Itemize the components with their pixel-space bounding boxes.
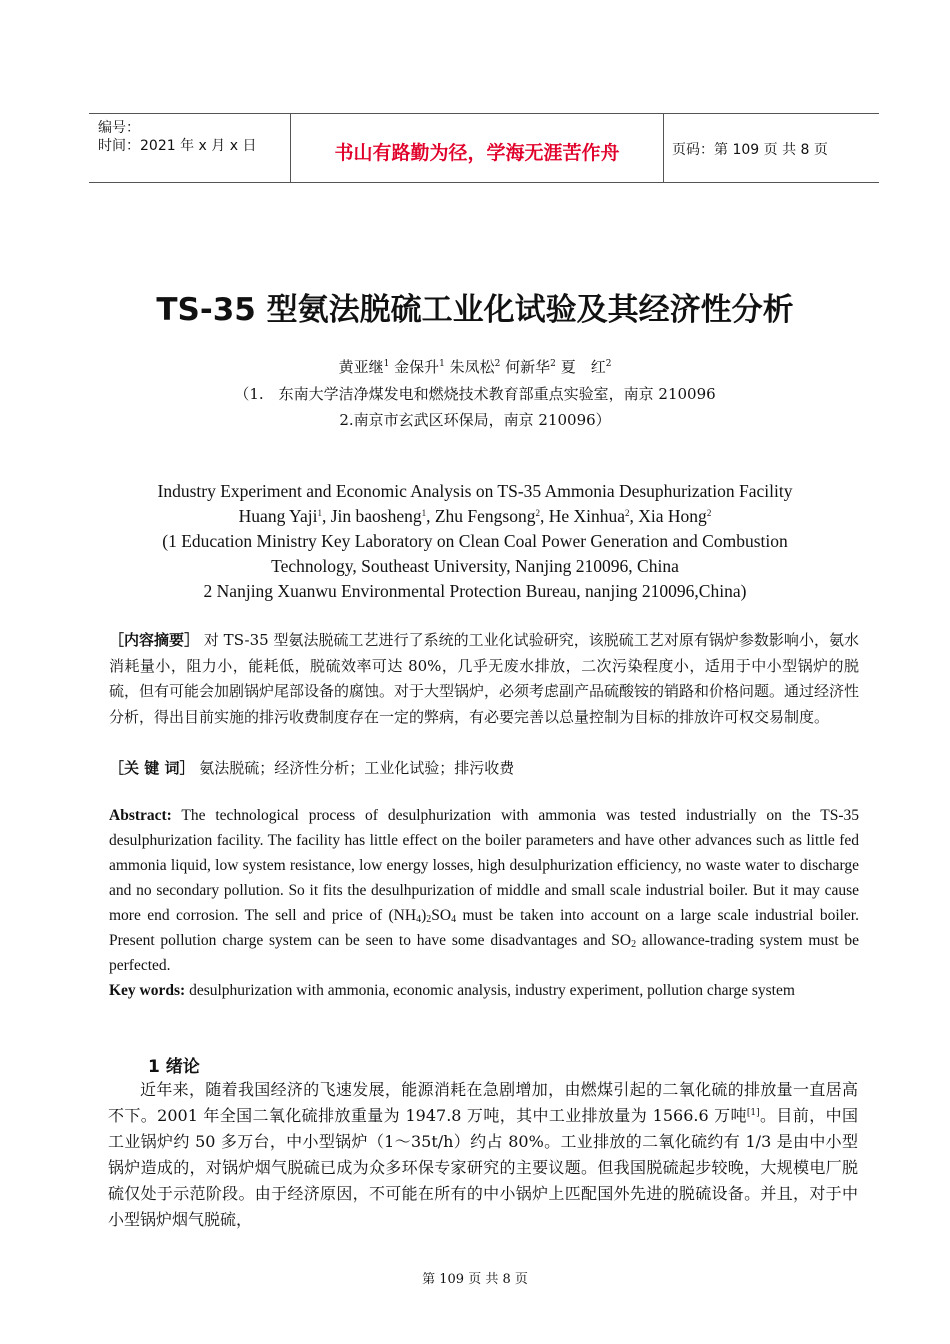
keywords-en-label: Key words: [109,982,186,999]
affiliation-cn-2: 2.南京市玄武区环保局，南京 210096） [339,411,611,429]
affiliation-cn-1: （1. 东南大学洁净煤发电和燃烧技术教育部重点实验室，南京 210096 [234,385,716,403]
author-cn: 夏 红 [560,358,606,376]
abstract-cn [109,628,859,730]
page-footer: 第 109 页 共 8 页 [422,1272,528,1287]
paper-title: TS-35 型氨法脱硫工业化试验及其经济性分析 [156,292,794,328]
authors-cn: 黄亚继$^1$ 金保升$^1$ 朱凤松$^2$ 何新华$^2$ 夏 红$^2$ [338,358,612,376]
number-label: 编号： [98,120,140,136]
keywords-cn [109,756,859,781]
author-cn: 何新华 [505,358,551,376]
abstract-cn-label: ［内容摘要］ [109,631,200,649]
keywords-cn-text: 氨法脱硫；经济性分析；工业化试验；排污收费 [199,759,515,777]
page-info: 页码：第 109 页 共 8 页 [672,142,828,158]
affiliation-en-1a: (1 Education Ministry Key Laboratory on Clean Coal Power Generation and Combustion [162,531,788,551]
abstract-en: Abstract: The technological process of desulphurization with ammonia was tested industrially on the TS-35 desulphurization facility. The facility has little effect on the boiler parameters and have other advances such as little fed ammonia liquid, low system resistance, low energy losses, high desulphurization efficiency, no waste water to discharge and no secondary pollution. So it fits the desulhpurization of middle and small scale industrial boiler. But it may cause more end corrosion. The sell and price of $(NH_4)_2SO_4$ must be taken into account on a large scale industrial boiler. Present pollution charge system can be seen to have some disadvantages and $SO_2$ allowance-trading system must be perfected. [109,807,859,974]
english-title: Industry Experiment and Economic Analysis on TS-35 Ammonia Desuphurization Facility [157,481,793,501]
author-cn: 黄亚继 [338,358,384,376]
keywords-en-text: desulphurization with ammonia, economic analysis, industry experiment, pollution charge system [189,982,795,999]
citation[interactable]: [1] [746,1108,760,1118]
document-header [89,113,879,183]
section-body: 近年来，随着我国经济的飞速发展，能源消耗在急剧增加，由燃煤引起的二氧化硫的排放量一直居高不下。2001 年全国二氧化硫排放重量为 1947.8 万吨，其中工业排放量为 1566.6 万吨[1]。目前，中国工业锅炉约 50 多万台，中小型锅炉（1～35t/h）约占 80%。工业排放的二氧化硫约有 1/3 是由中小型锅炉造成的，对锅炉烟气脱硫已成为众多环保专家研究的主要议题。但我国脱硫起步较晚，大规模电厂脱硫仅处于示范阶段。由于经济原因，不可能在所有的中小锅炉上匹配国外先进的脱硫设备。并且，对于中小型锅炉烟气脱硫， [108,1080,858,1229]
author-cn: 金保升 [394,358,440,376]
keywords-en [109,978,869,1003]
authors-en: Huang Yaji$^1$, Jin baosheng$^1$, Zhu Fengsong$^2$, He Xinhua$^2$, Xia Hong$^2$ [238,506,712,526]
affiliation-en-2: 2 Nanjing Xuanwu Environmental Protection Bureau, nanjing 210096,China) [203,581,747,601]
abstract-cn-text: 对 TS-35 型氨法脱硫工艺进行了系统的工业化试验研究，该脱硫工艺对原有锅炉参数影响小，氨水消耗量小，阻力小，能耗低，脱硫效率可达 80%，几乎无废水排放，二次污染程度小，适用于中小型锅炉的脱硫，但有可能会加剧锅炉尾部设备的腐蚀。对于大型锅炉，必须考虑副产品硫酸铵的销路和价格问题。通过经济性分析，得出目前实施的排污收费制度存在一定的弊病，有必要完善以总量控制为目标的排放许可权交易制度。 [109,631,860,726]
header-motto-cell [291,114,664,182]
header-page-cell [664,114,879,182]
author-cn: 朱凤松 [449,358,495,376]
section-heading: 1 绪论 [148,1057,200,1077]
keywords-cn-label: ［关 键 词］ [109,759,195,777]
abstract-en-label: Abstract: [109,807,172,824]
header-meta-cell [89,114,291,182]
motto: 书山有路勤为径，学海无涯苦作舟 [334,142,620,164]
affiliation-en-1b: Technology, Southeast University, Nanjing 210096, China [271,556,679,576]
time-label: 时间：2021 年 x 月 x 日 [98,138,257,154]
